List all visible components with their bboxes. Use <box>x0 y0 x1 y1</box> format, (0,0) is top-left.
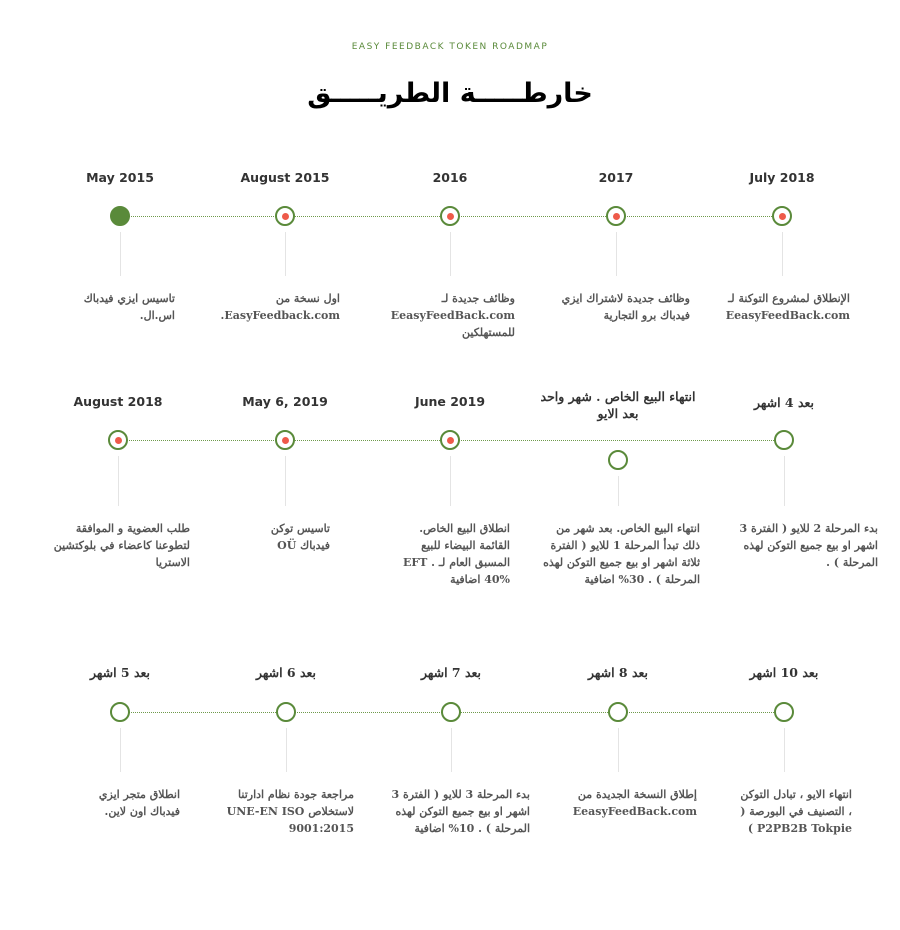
milestone-description: انتهاء الايو ، تبادل التوكن ، التصنيف في البورصة ( P2PB2B Tokpie ) <box>740 788 852 835</box>
milestone-description: تاسيس توكن فيدباك OÜ <box>270 522 330 552</box>
milestone-node <box>275 206 295 226</box>
milestone-node <box>774 702 794 722</box>
milestone-node <box>441 702 461 722</box>
milestone-date: بعد 5 اشهر <box>89 665 151 680</box>
milestone-stem <box>782 232 783 276</box>
milestone-date: May 2015 <box>86 170 154 185</box>
milestone-date: بعد 10 اشهر <box>749 665 819 680</box>
milestone-stem <box>285 456 286 506</box>
milestone-description: اول نسخة من EasyFeedback.com. <box>220 292 340 322</box>
milestone-node <box>276 702 296 722</box>
milestone-stem <box>450 456 451 506</box>
milestone-node <box>608 702 628 722</box>
milestone-stem <box>120 232 121 276</box>
milestone-description: بدء المرحلة 2 للايو ( الفترة 3 اشهر او بيع جميع التوكن لهذه المرحلة ) . <box>739 522 878 569</box>
milestone-stem <box>451 728 452 772</box>
milestone-stem <box>616 232 617 276</box>
milestone-node <box>772 206 792 226</box>
milestone-description: وظائف جديدة لـ EeasyFeedBack.com للمستهلكين <box>390 292 515 339</box>
milestone-date: 2016 <box>432 170 468 185</box>
milestone-stem <box>618 728 619 772</box>
milestone-date: June 2019 <box>414 394 486 409</box>
milestone-node <box>108 430 128 450</box>
milestone-node <box>606 206 626 226</box>
milestone-stem <box>285 232 286 276</box>
page-title: خارطـــــة الطريـــــق <box>307 78 593 109</box>
milestone-node <box>608 450 628 470</box>
milestone-description: إطلاق النسخة الجديدة من EeasyFeedBack.com <box>572 788 697 818</box>
milestone-stem <box>784 456 785 506</box>
milestone-description: انطلاق متجر ايزي فيدباك اون لاين. <box>98 788 180 818</box>
milestone-date: بعد 6 اشهر <box>255 665 317 680</box>
milestone-date: May 6, 2019 <box>242 394 328 409</box>
milestone-date: August 2018 <box>73 394 163 409</box>
milestone-stem <box>618 476 619 506</box>
milestone-description: مراجعة جودة نظام ادارتنا لاستخلاص UNE-EN ISO 9001:2015 <box>226 788 354 835</box>
milestone-date: August 2015 <box>240 170 330 185</box>
milestone-stem <box>286 728 287 772</box>
milestone-date: July 2018 <box>749 170 815 185</box>
milestone-date: بعد 4 اشهر <box>753 395 815 410</box>
milestone-date: انتهاء البيع الخاص . شهر واحد بعد الايو <box>540 389 696 421</box>
milestone-description: الإنطلاق لمشروع التوكنة لـ EeasyFeedBack.com <box>725 292 850 322</box>
milestone-description: طلب العضوية و الموافقة لتطوعنا كاعضاء في بلوكتشين الاستريا <box>53 522 190 569</box>
milestone-node <box>110 206 130 226</box>
milestone-node <box>440 206 460 226</box>
milestone-description: انطلاق البيع الخاص. القائمة البيضاء للبيع المسبق العام لـ EFT . 40% اضافية <box>402 522 510 586</box>
milestone-stem <box>120 728 121 772</box>
milestone-node <box>774 430 794 450</box>
roadmap-subtitle: EASY FEEDBACK TOKEN ROADMAP <box>351 42 549 52</box>
milestone-stem <box>784 728 785 772</box>
milestone-stem <box>450 232 451 276</box>
milestone-stem <box>118 456 119 506</box>
milestone-description: وظائف جديدة لاشتراك ايزي فيدباك برو التجارية <box>561 292 690 322</box>
milestone-description: بدء المرحلة 3 للايو ( الفترة 3 اشهر او بيع جميع التوكن لهذه المرحلة ) . 10% اضافية <box>391 788 530 835</box>
milestone-date: بعد 7 اشهر <box>420 665 482 680</box>
milestone-node <box>440 430 460 450</box>
milestone-date: بعد 8 اشهر <box>587 665 649 680</box>
milestone-node <box>110 702 130 722</box>
milestone-description: انتهاء البيع الخاص. بعد شهر من ذلك تبدأ المرحلة 1 للايو ( الفترة ثلاثة اشهر او بيع جميع التوكن لهذه المرحلة ) . 30% اضافية <box>543 522 700 586</box>
milestone-node <box>275 430 295 450</box>
milestone-date: 2017 <box>598 170 634 185</box>
milestone-description: تاسيس ايزي فيدباك اس.ال. <box>83 292 175 322</box>
